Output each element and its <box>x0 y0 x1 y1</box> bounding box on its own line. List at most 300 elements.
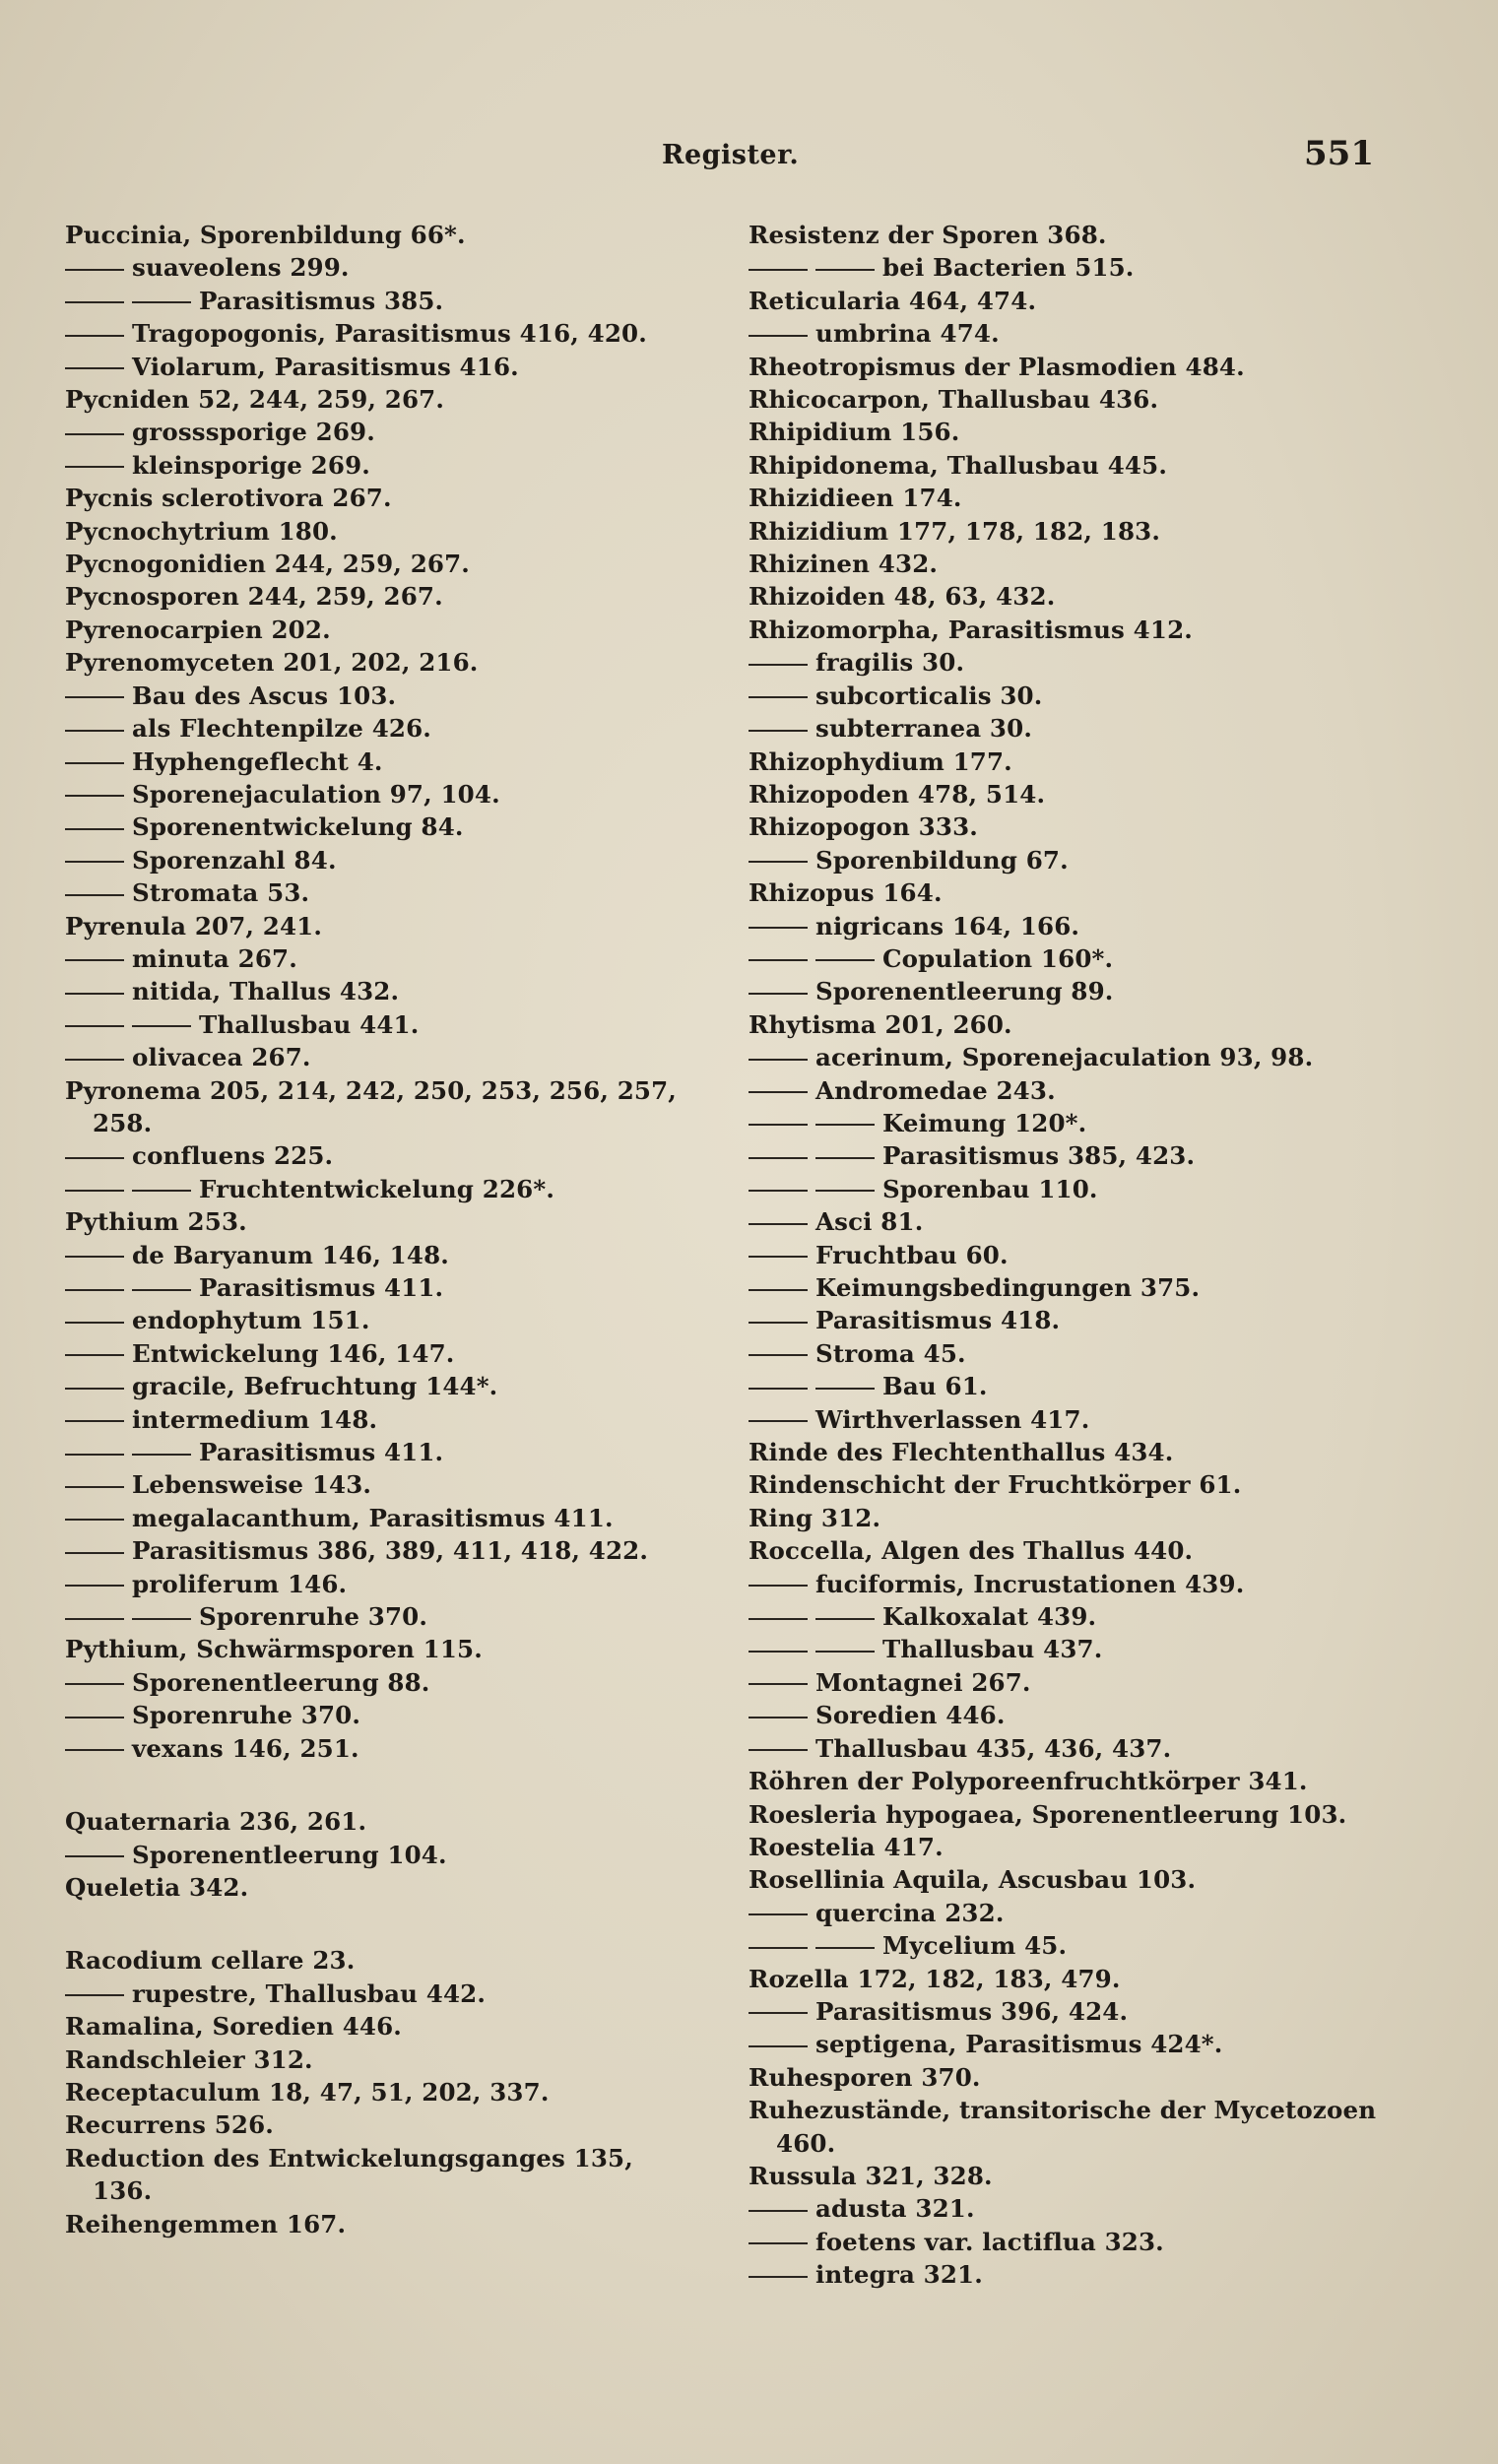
index-subentry <box>749 1370 1418 1402</box>
ditto-dash <box>749 269 808 271</box>
ditto-dash <box>65 696 124 698</box>
ditto-dash <box>65 269 124 271</box>
ditto-dash <box>65 1322 124 1324</box>
index-subentry <box>65 1239 754 1271</box>
ditto-dash <box>65 1618 124 1620</box>
entry-text: fragilis 30. <box>815 648 965 678</box>
entry-text: Rhizoiden 48, 63, 432. <box>749 582 1056 612</box>
ditto-dash <box>749 1618 808 1620</box>
ditto-dash <box>65 1420 124 1422</box>
index-subentry <box>65 1337 754 1370</box>
ditto-dash <box>65 993 124 995</box>
entry-text: Pycnogonidien 244, 259, 267. <box>65 550 470 579</box>
entry-text: quercina 232. <box>815 1898 1005 1927</box>
index-subentry <box>65 1839 754 1871</box>
ditto-dash <box>65 1454 124 1456</box>
index-subentry <box>65 1568 754 1600</box>
index-entry <box>749 383 1418 416</box>
entry-text: Ruhezustände, transitorische der Mycetozoen <box>749 2096 1377 2125</box>
ditto-dash <box>749 1420 808 1422</box>
ditto-dash <box>815 1388 875 1390</box>
index-subentry <box>65 317 754 350</box>
entry-text: Rhizomorpha, Parasitismus 412. <box>749 615 1193 644</box>
index-subentry <box>749 317 1418 350</box>
index-subentry <box>749 1173 1418 1205</box>
ditto-dash <box>749 1717 808 1718</box>
entry-text: Rhicocarpon, Thallusbau 436. <box>749 385 1159 415</box>
index-subentry <box>65 844 754 876</box>
ditto-dash <box>65 762 124 764</box>
ditto-dash <box>65 894 124 896</box>
entry-text: Recurrens 526. <box>65 2110 274 2140</box>
index-entry <box>65 1074 754 1107</box>
entry-text: Hyphengeflecht 4. <box>132 746 383 776</box>
index-entry-continuation <box>93 2174 754 2207</box>
index-entry <box>65 1944 754 1977</box>
entry-text: Rosellinia Aquila, Ascusbau 103. <box>749 1865 1197 1895</box>
index-entry <box>749 515 1418 548</box>
entry-text: Mycelium 45. <box>882 1931 1068 1961</box>
entry-text: Reihengemmen 167. <box>65 2209 347 2238</box>
ditto-dash <box>815 1157 875 1159</box>
entry-text: 258. <box>93 1108 153 1137</box>
index-entry-continuation <box>776 2127 1418 2160</box>
entry-text: Rozella 172, 182, 183, 479. <box>749 1964 1121 1993</box>
entry-text: subcorticalis 30. <box>815 681 1043 710</box>
entry-text: 460. <box>776 2128 836 2158</box>
index-subentry <box>65 680 754 712</box>
ditto-dash <box>815 1651 875 1653</box>
index-entry <box>749 351 1418 383</box>
entry-text: Rhipidonema, Thallusbau 445. <box>749 450 1168 480</box>
ditto-dash <box>65 1388 124 1390</box>
index-entry <box>749 1765 1418 1797</box>
ditto-dash <box>65 1552 124 1554</box>
index-subentry <box>749 251 1418 284</box>
index-entry <box>65 2043 754 2076</box>
index-entry <box>65 515 754 548</box>
index-subentry <box>65 1403 754 1436</box>
ditto-dash <box>749 2012 808 2014</box>
entry-text: adusta 321. <box>815 2194 975 2224</box>
entry-text: bei Bacterien 515. <box>882 253 1135 283</box>
ditto-dash <box>749 2045 808 2047</box>
index-entry <box>65 548 754 580</box>
index-entry <box>749 2061 1418 2094</box>
ditto-dash <box>815 1124 875 1126</box>
index-entry <box>65 2108 754 2141</box>
index-entry <box>65 1805 754 1838</box>
index-subentry <box>749 1929 1418 1962</box>
index-entry <box>65 2076 754 2108</box>
index-entry <box>749 2094 1418 2126</box>
entry-text: Pythium 253. <box>65 1207 247 1237</box>
ditto-dash <box>749 730 808 732</box>
ditto-dash <box>132 1025 191 1027</box>
entry-text: Receptaculum 18, 47, 51, 202, 337. <box>65 2077 550 2107</box>
entry-text: Sporenbau 110. <box>882 1174 1098 1203</box>
index-subentry <box>65 1502 754 1534</box>
ditto-dash <box>749 1124 808 1126</box>
entry-text: Montagnei 267. <box>815 1667 1031 1697</box>
entry-text: Pycnochytrium 180. <box>65 516 338 546</box>
entry-text: Ruhesporen 370. <box>749 2062 981 2092</box>
ditto-dash <box>132 1190 191 1192</box>
right-index-column <box>749 219 1418 2292</box>
ditto-dash <box>65 335 124 337</box>
ditto-dash <box>65 1059 124 1061</box>
entry-text: Rinde des Flechtenthallus 434. <box>749 1438 1174 1467</box>
ditto-dash <box>749 335 808 337</box>
index-subentry <box>749 1074 1418 1107</box>
index-subentry <box>65 778 754 811</box>
entry-text: Pycnis sclerotivora 267. <box>65 484 392 513</box>
entry-text: Rheotropismus der Plasmodien 484. <box>749 352 1245 381</box>
entry-text: endophytum 151. <box>132 1306 370 1335</box>
section-gap <box>65 1904 754 1944</box>
entry-text: Bau 61. <box>882 1372 988 1401</box>
entry-text: nitida, Thallus 432. <box>132 977 400 1006</box>
entry-text: Rhizopogon 333. <box>749 812 978 842</box>
ditto-dash <box>749 861 808 863</box>
index-subentry <box>749 1732 1418 1765</box>
ditto-dash <box>749 696 808 698</box>
ditto-dash <box>65 795 124 797</box>
index-entry <box>749 1963 1418 1995</box>
entry-text: Thallusbau 435, 436, 437. <box>815 1733 1172 1763</box>
index-entry <box>749 416 1418 448</box>
entry-text: subterranea 30. <box>815 714 1033 744</box>
ditto-dash <box>132 301 191 303</box>
index-subentry <box>65 449 754 482</box>
entry-text: septigena, Parasitismus 424*. <box>815 2030 1223 2059</box>
entry-text: Keimungsbedingungen 375. <box>815 1273 1201 1302</box>
index-entry <box>749 449 1418 482</box>
ditto-dash <box>65 1486 124 1488</box>
entry-text: rupestre, Thallusbau 442. <box>132 1978 487 2008</box>
ditto-dash <box>749 1388 808 1390</box>
entry-text: Roccella, Algen des Thallus 440. <box>749 1536 1194 1566</box>
entry-text: Pyrenula 207, 241. <box>65 911 323 940</box>
index-subentry <box>749 975 1418 1007</box>
entry-text: Fruchtentwickelung 226*. <box>199 1174 555 1203</box>
ditto-dash <box>749 927 808 929</box>
index-entry <box>749 746 1418 778</box>
index-entry <box>749 1798 1418 1831</box>
ditto-dash <box>749 1322 808 1324</box>
entry-text: Reduction des Entwickelungsganges 135, <box>65 2143 633 2172</box>
index-subentry <box>65 876 754 909</box>
entry-text: Sporenruhe 370. <box>199 1602 428 1632</box>
index-subentry <box>749 1403 1418 1436</box>
ditto-dash <box>65 1585 124 1587</box>
ditto-dash <box>65 1190 124 1192</box>
index-entry <box>65 1633 754 1665</box>
index-subentry <box>65 1600 754 1633</box>
ditto-dash <box>749 1157 808 1159</box>
index-subentry <box>65 1139 754 1172</box>
ditto-dash <box>749 1947 808 1949</box>
entry-text: Andromedae 243. <box>815 1075 1056 1105</box>
entry-text: Rhizinen 432. <box>749 550 939 579</box>
ditto-dash <box>65 1519 124 1521</box>
entry-text: Rindenschicht der Fruchtkörper 61. <box>749 1470 1242 1500</box>
entry-text: foetens var. lactiflua 323. <box>815 2227 1164 2256</box>
index-subentry <box>749 2192 1418 2225</box>
index-entry <box>65 219 754 251</box>
entry-text: Parasitismus 411. <box>199 1273 444 1302</box>
entry-text: Stromata 53. <box>132 878 310 908</box>
index-entry <box>749 482 1418 514</box>
index-entry <box>749 811 1418 843</box>
ditto-dash <box>749 1913 808 1915</box>
entry-text: gracile, Befruchtung 144*. <box>132 1372 498 1401</box>
entry-text: Entwickelung 146, 147. <box>132 1338 455 1368</box>
index-subentry <box>749 2226 1418 2258</box>
index-subentry <box>65 942 754 975</box>
ditto-dash <box>65 1749 124 1751</box>
ditto-dash <box>749 2242 808 2244</box>
index-subentry <box>749 1041 1418 1073</box>
entry-text: Pyrenomyceten 201, 202, 216. <box>65 648 479 678</box>
ditto-dash <box>749 1223 808 1225</box>
ditto-dash <box>749 1059 808 1061</box>
ditto-dash <box>749 2276 808 2278</box>
entry-text: Rhizidium 177, 178, 182, 183. <box>749 516 1161 546</box>
index-subentry <box>65 1436 754 1468</box>
entry-text: grosssporige 269. <box>132 418 375 447</box>
entry-text: Ramalina, Soredien 446. <box>65 2012 402 2042</box>
entry-text: Rhytisma 201, 260. <box>749 1009 1012 1039</box>
index-subentry <box>65 746 754 778</box>
entry-text: intermedium 148. <box>132 1404 378 1434</box>
ditto-dash <box>65 730 124 732</box>
ditto-dash <box>65 1855 124 1857</box>
entry-text: Puccinia, Sporenbildung 66*. <box>65 221 466 249</box>
ditto-dash <box>132 1289 191 1291</box>
entry-text: Wirthverlassen 417. <box>815 1404 1090 1434</box>
entry-text: megalacanthum, Parasitismus 411. <box>132 1503 614 1532</box>
index-entry <box>65 383 754 416</box>
index-entry-continuation <box>93 1107 754 1139</box>
index-entry <box>749 1863 1418 1896</box>
index-entry <box>65 910 754 942</box>
ditto-dash <box>65 861 124 863</box>
entry-text: Ring 312. <box>749 1503 881 1532</box>
index-subentry <box>65 811 754 843</box>
entry-text: Asci 81. <box>815 1207 924 1237</box>
index-entry <box>749 1502 1418 1534</box>
ditto-dash <box>749 1749 808 1751</box>
entry-text: confluens 225. <box>132 1141 334 1171</box>
index-subentry <box>749 1107 1418 1139</box>
ditto-dash <box>815 959 875 961</box>
ditto-dash <box>65 1025 124 1027</box>
ditto-dash <box>749 1683 808 1685</box>
index-subentry <box>749 1337 1418 1370</box>
index-entry <box>65 2010 754 2043</box>
ditto-dash <box>132 1618 191 1620</box>
ditto-dash <box>65 1683 124 1685</box>
entry-text: olivacea 267. <box>132 1043 311 1072</box>
entry-text: Fruchtbau 60. <box>815 1240 1009 1269</box>
ditto-dash <box>65 367 124 369</box>
entry-text: Sporenejaculation 97, 104. <box>132 779 500 809</box>
index-subentry <box>749 942 1418 975</box>
index-subentry <box>65 1468 754 1501</box>
index-subentry <box>749 1633 1418 1665</box>
index-subentry <box>65 251 754 284</box>
index-entry <box>749 778 1418 811</box>
ditto-dash <box>749 1585 808 1587</box>
index-entry <box>749 2160 1418 2192</box>
entry-text: integra 321. <box>815 2260 983 2290</box>
index-subentry <box>65 416 754 448</box>
entry-text: Copulation 160*. <box>882 943 1114 973</box>
index-subentry <box>749 1995 1418 2028</box>
entry-text: Rhizopus 164. <box>749 878 943 908</box>
ditto-dash <box>815 1618 875 1620</box>
index-entry <box>65 580 754 613</box>
ditto-dash <box>815 1190 875 1192</box>
index-subentry <box>65 1304 754 1336</box>
index-entry <box>749 1008 1418 1041</box>
index-subentry <box>65 1041 754 1073</box>
index-entry <box>65 1871 754 1904</box>
ditto-dash <box>749 1289 808 1291</box>
entry-text: umbrina 474. <box>815 319 1000 349</box>
entry-text: als Flechtenpilze 426. <box>132 714 431 744</box>
entry-text: Pyronema 205, 214, 242, 250, 253, 256, 257, <box>65 1075 677 1105</box>
running-header: Register. <box>662 140 800 170</box>
entry-text: Quaternaria 236, 261. <box>65 1807 367 1837</box>
entry-text: Queletia 342. <box>65 1872 249 1902</box>
entry-text: Reticularia 464, 474. <box>749 286 1037 315</box>
entry-text: Rhizidieen 174. <box>749 484 962 513</box>
section-gap <box>65 1765 754 1805</box>
ditto-dash <box>65 466 124 468</box>
index-subentry <box>65 1008 754 1041</box>
index-entry <box>749 1468 1418 1501</box>
entry-text: Kalkoxalat 439. <box>882 1602 1097 1632</box>
entry-text: Sporenbildung 67. <box>815 845 1069 875</box>
entry-text: Stroma 45. <box>815 1338 966 1368</box>
entry-text: Roesleria hypogaea, Sporenentleerung 103. <box>749 1799 1347 1829</box>
entry-text: Violarum, Parasitismus 416. <box>132 352 519 381</box>
ditto-dash <box>749 2210 808 2212</box>
index-subentry <box>65 1732 754 1765</box>
index-entry <box>65 2208 754 2240</box>
ditto-dash <box>749 1256 808 1258</box>
entry-text: Pycniden 52, 244, 259, 267. <box>65 385 445 415</box>
entry-text: Parasitismus 385. <box>199 286 444 315</box>
index-subentry <box>749 1139 1418 1172</box>
ditto-dash <box>132 1454 191 1456</box>
ditto-dash <box>65 1994 124 1996</box>
index-entry <box>749 1436 1418 1468</box>
ditto-dash <box>749 993 808 995</box>
entry-text: Sporenentwickelung 84. <box>132 812 464 842</box>
entry-text: Parasitismus 418. <box>815 1306 1061 1335</box>
index-subentry <box>749 1239 1418 1271</box>
entry-text: Soredien 446. <box>815 1701 1006 1730</box>
ditto-dash <box>749 1651 808 1653</box>
ditto-dash <box>65 1157 124 1159</box>
entry-text: de Baryanum 146, 148. <box>132 1240 449 1269</box>
entry-text: suaveolens 299. <box>132 253 350 283</box>
entry-text: Lebensweise 143. <box>132 1470 372 1500</box>
entry-text: Sporenzahl 84. <box>132 845 337 875</box>
entry-text: Röhren der Polyporeenfruchtkörper 341. <box>749 1767 1308 1796</box>
index-subentry <box>749 1205 1418 1238</box>
entry-text: Resistenz der Sporen 368. <box>749 221 1107 249</box>
index-entry <box>65 1205 754 1238</box>
ditto-dash <box>749 664 808 666</box>
index-entry <box>749 876 1418 909</box>
entry-text: Rhizophydium 177. <box>749 746 1012 776</box>
index-subentry <box>65 1271 754 1304</box>
ditto-dash <box>65 433 124 435</box>
entry-text: Parasitismus 396, 424. <box>815 1996 1129 2026</box>
index-subentry <box>65 1666 754 1699</box>
entry-text: Pyrenocarpien 202. <box>65 615 331 644</box>
ditto-dash <box>65 1289 124 1291</box>
index-subentry <box>749 1271 1418 1304</box>
entry-text: Bau des Ascus 103. <box>132 681 397 710</box>
index-subentry <box>65 1370 754 1402</box>
entry-text: Pycnosporen 244, 259, 267. <box>65 582 443 612</box>
ditto-dash <box>749 1190 808 1192</box>
ditto-dash <box>749 959 808 961</box>
ditto-dash <box>65 1256 124 1258</box>
index-subentry <box>749 2258 1418 2291</box>
index-subentry <box>65 285 754 317</box>
index-subentry <box>65 1173 754 1205</box>
index-entry <box>65 2142 754 2174</box>
entry-text: kleinsporige 269. <box>132 450 370 480</box>
entry-text: Rhipidium 156. <box>749 418 960 447</box>
index-entry <box>65 646 754 679</box>
index-subentry <box>749 1568 1418 1600</box>
entry-text: Sporenentleerung 89. <box>815 977 1114 1006</box>
ditto-dash <box>65 828 124 830</box>
entry-text: Sporenruhe 370. <box>132 1701 361 1730</box>
entry-text: acerinum, Sporenejaculation 93, 98. <box>815 1043 1314 1072</box>
index-subentry <box>749 1699 1418 1731</box>
entry-text: Randschleier 312. <box>65 2044 313 2074</box>
left-index-column <box>65 219 754 2240</box>
index-subentry <box>749 910 1418 942</box>
entry-text: proliferum 146. <box>132 1569 348 1598</box>
entry-text: Sporenentleerung 88. <box>132 1667 430 1697</box>
entry-text: minuta 267. <box>132 943 297 973</box>
page-number: 551 <box>1304 134 1374 173</box>
entry-text: 136. <box>93 2176 153 2206</box>
entry-text: Keimung 120*. <box>882 1108 1087 1137</box>
entry-text: Parasitismus 385, 423. <box>882 1141 1196 1171</box>
index-subentry <box>749 1304 1418 1336</box>
ditto-dash <box>749 1091 808 1093</box>
entry-text: Rhizopoden 478, 514. <box>749 779 1046 809</box>
ditto-dash <box>65 1354 124 1356</box>
index-entry <box>749 614 1418 646</box>
index-entry <box>749 219 1418 251</box>
index-subentry <box>65 1978 754 2010</box>
ditto-dash <box>815 1947 875 1949</box>
index-subentry <box>749 1666 1418 1699</box>
index-entry <box>749 1831 1418 1863</box>
index-entry <box>65 482 754 514</box>
